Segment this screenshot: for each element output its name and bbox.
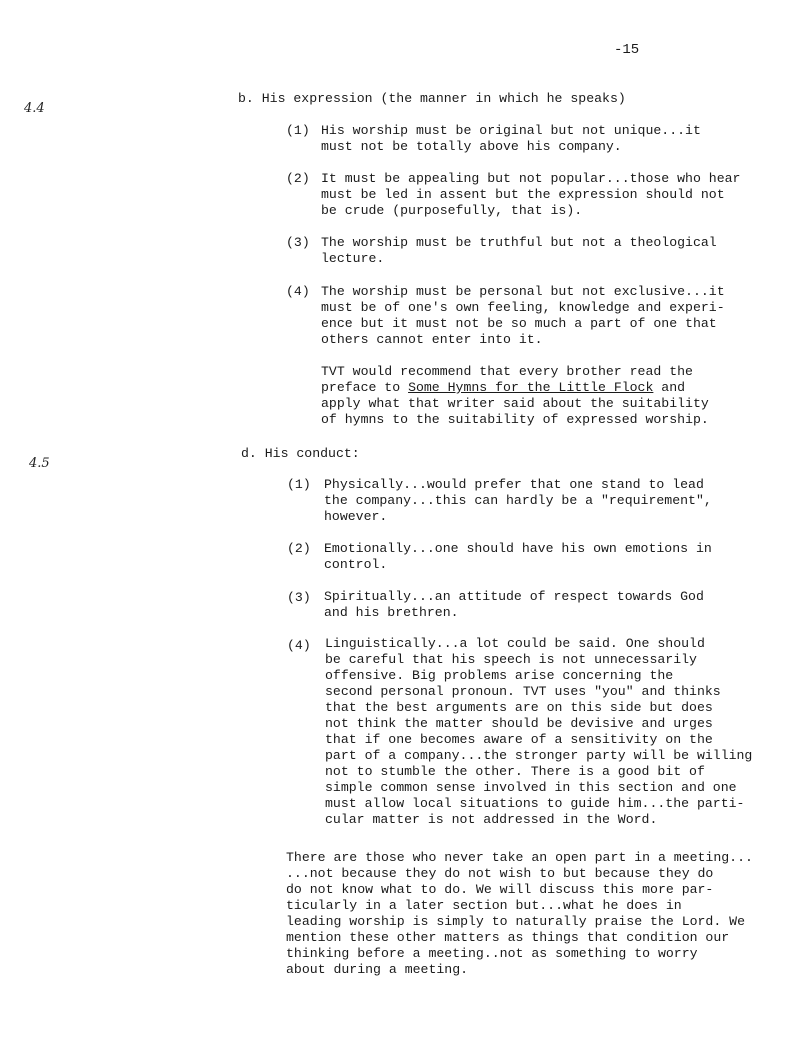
item-text: His worship must be original but not unique...it must not be totally above his company. [321, 123, 701, 154]
item-number: (1) [286, 123, 310, 138]
margin-label-4-5: 4.5 [29, 456, 50, 471]
margin-label-4-4: 4.4 [24, 101, 45, 116]
item-text: The worship must be truthful but not a theological lecture. [321, 235, 717, 266]
item-text: It must be appealing but not popular...those who hear must be led in assent but the expression should not be crude (purposefully, that is). [321, 171, 741, 218]
item-number: (2) [286, 171, 310, 186]
closing-paragraph: There are those who never take an open part in a meeting... ...not because they do not wish to but because they do do not know what to do. We will discuss this more par- ticularly in a later section but...what he does in leading worship is simply to naturally praise the Lord. We mention these other matters as things that condition our thinking before a meeting..not as something to worry about during a meeting. [286, 850, 753, 977]
book-title: Some Hymns for the Little Flock [408, 380, 654, 395]
item-text: Physically...would prefer that one stand to lead the company...this can hardly be a "requirement", however. [324, 477, 712, 524]
section-heading-conduct: d. His conduct: [241, 446, 360, 461]
item-number: (1) [287, 477, 311, 492]
item-number: (3) [287, 590, 311, 605]
item-number: (3) [286, 235, 310, 250]
recommendation-note [321, 364, 709, 428]
item-text: Linguistically...a lot could be said. One should be careful that his speech is not unnecessarily offensive. Big problems arise concerning the second personal pronoun. TVT uses "you" and thinks that the best arguments are on this side but does not think the matter should be devisive and urges that if one becomes aware of a sensitivity on the part of a company...the stronger party will be willing not to stumble the other. There is a good bit of simple common sense involved in this section and one must allow local situations to guide him...the parti- cular matter is not addressed in the Word. [325, 636, 753, 827]
item-number: (2) [287, 541, 311, 556]
item-number: (4) [287, 638, 311, 653]
note-text-before: TVT would recommend that every brother read the preface to [321, 364, 693, 395]
item-text: The worship must be personal but not exclusive...it must be of one's own feeling, knowledge and experi- ence but it must not be so much a part of one that others cannot enter into it. [321, 284, 725, 347]
section-heading-expression: b. His expression (the manner in which he speaks) [238, 91, 626, 106]
page-number: -15 [614, 42, 640, 58]
item-text: Emotionally...one should have his own emotions in control. [324, 541, 712, 572]
item-text: Spiritually...an attitude of respect towards God and his brethren. [324, 589, 704, 620]
note-text-after: and apply what that writer said about the suitability of hymns to the suitability of expressed worship. [321, 380, 709, 427]
item-number: (4) [286, 284, 310, 299]
